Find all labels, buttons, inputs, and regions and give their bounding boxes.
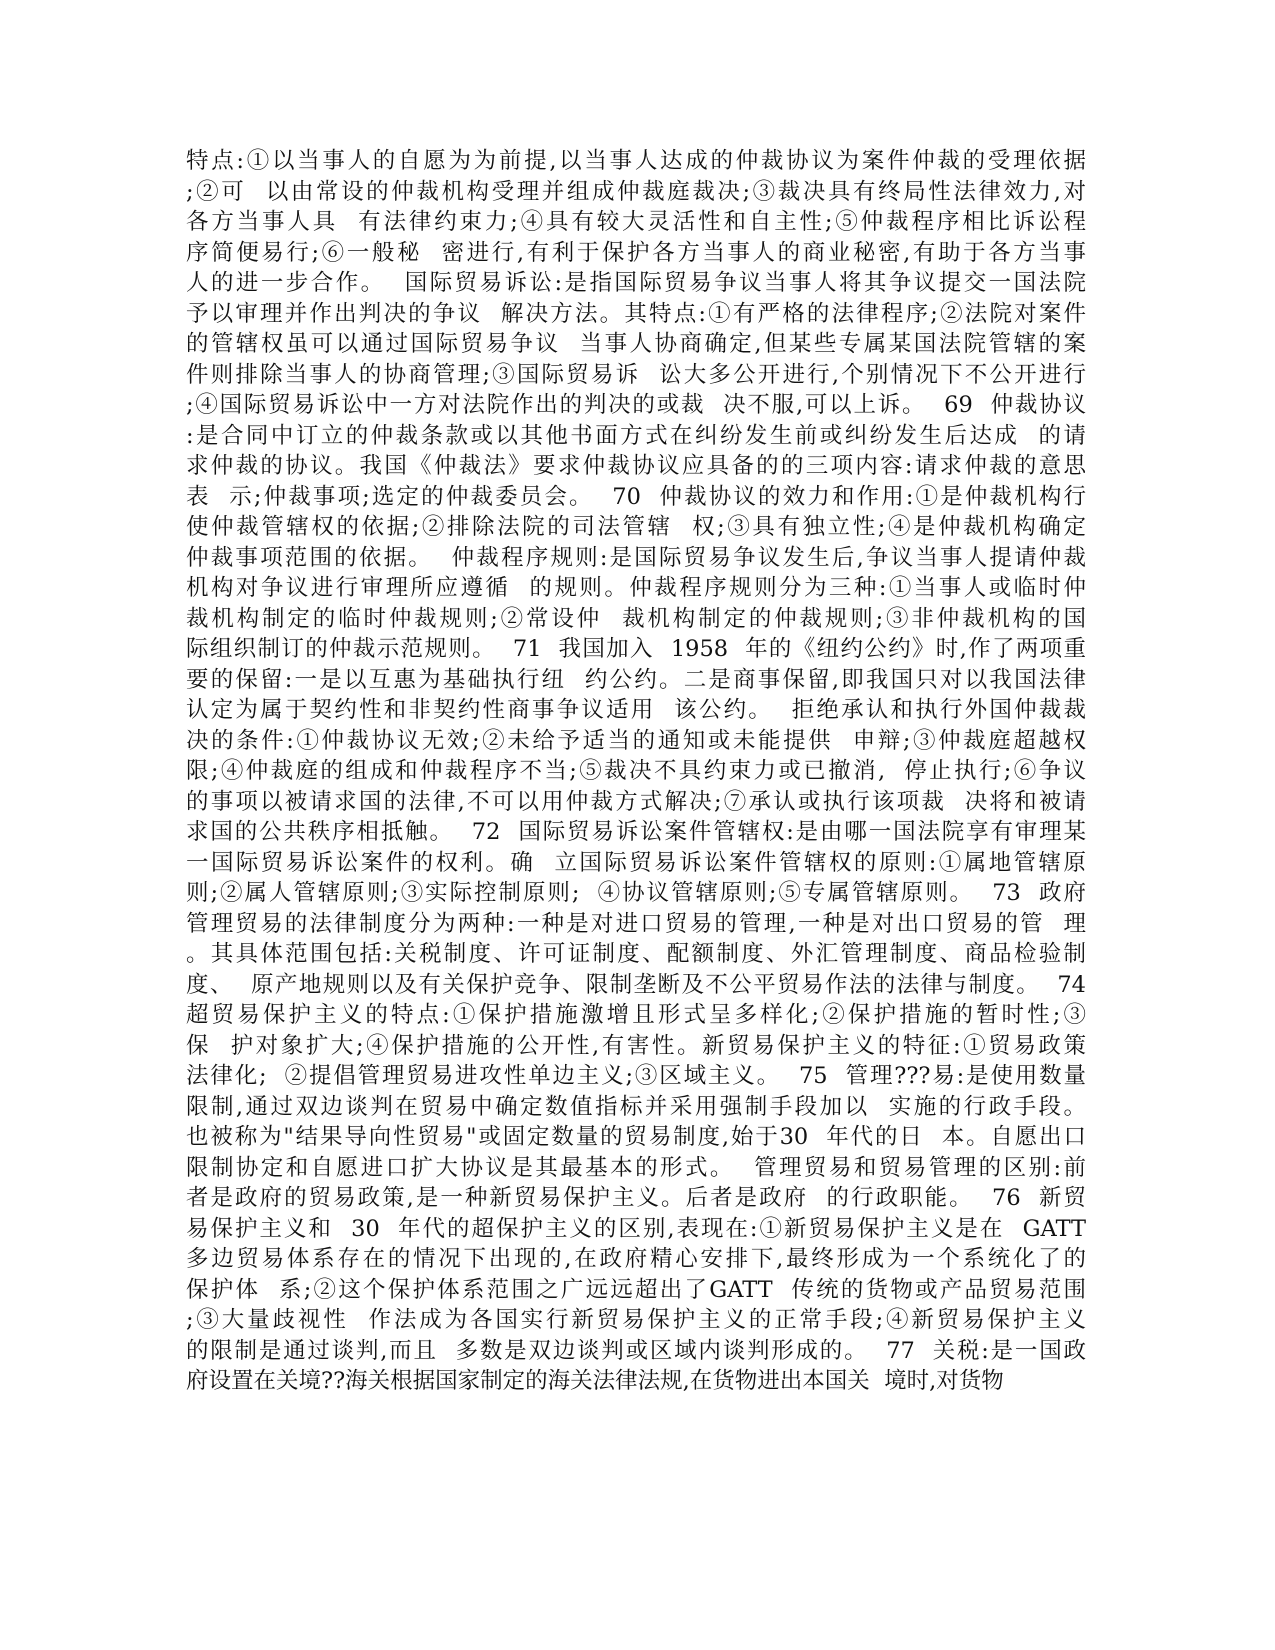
text-line: 的事项以被请求国的法律,不可以用仲裁方式解决;⑦承认或执行该项裁 决将和被请 xyxy=(186,788,1086,815)
text-line: 也被称为"结果导向性贸易"或固定数量的贸易制度,始于30 年代的日 本。自愿出口 xyxy=(186,1124,1086,1150)
text-line: 限;④仲裁庭的组成和仲裁程序不当;⑤裁决不具约束力或已撤消, 停止执行;⑥争议 xyxy=(186,758,1086,784)
text-line: 则;②属人管辖原则;③实际控制原则; ④协议管辖原则;⑤专属管辖原则。 73 政府 xyxy=(186,880,1086,906)
text-line: ;②可 以由常设的仲裁机构受理并组成仲裁庭裁决;③裁决具有终局性法律效力,对 xyxy=(186,178,1086,205)
text-line: 人的进一步合作。 国际贸易诉讼:是指国际贸易争议当事人将其争议提交一国法院 xyxy=(186,270,1086,296)
text-line: 予以审理并作出判决的争议 解决方法。其特点:①有严格的法律程序;②法院对案件 xyxy=(186,300,1086,327)
text-line: 决的条件:①仲裁协议无效;②未给予适当的通知或未能提供 申辩;③仲裁庭超越权 xyxy=(186,727,1086,754)
text-line: 的管辖权虽可以通过国际贸易争议 当事人协商确定,但某些专属某国法院管辖的案 xyxy=(186,331,1086,357)
text-line: 仲裁事项范围的依据。 仲裁程序规则:是国际贸易争议发生后,争议当事人提请仲裁 xyxy=(186,544,1086,571)
text-line: 际组织制订的仲裁示范规则。 71 我国加入 1958 年的《纽约公约》时,作了两项重 xyxy=(186,636,1086,662)
text-line: 件则排除当事人的协商管理;③国际贸易诉 讼大多公开进行,个别情况下不公开进行 xyxy=(186,361,1086,388)
text-line: 裁机构制定的临时仲裁规则;②常设仲 裁机构制定的仲裁规则;③非仲裁机构的国 xyxy=(186,605,1086,632)
text-line: 的限制是通过谈判,而且 多数是双边谈判或区域内谈判形成的。 77 关税:是一国政 xyxy=(186,1337,1086,1364)
text-line: 一国际贸易诉讼案件的权利。确 立国际贸易诉讼案件管辖权的原则:①属地管辖原 xyxy=(186,849,1086,876)
text-line: 易保护主义和 30 年代的超保护主义的区别,表现在:①新贸易保护主义是在 GATT xyxy=(186,1215,1086,1242)
text-line: 使仲裁管辖权的依据;②排除法院的司法管辖 权;③具有独立性;④是仲裁机构确定 xyxy=(186,514,1086,540)
text-line: 超贸易保护主义的特点:①保护措施激增且形式呈多样化;②保护措施的暂时性;③ xyxy=(186,1002,1086,1028)
text-line: 。其具体范围包括:关税制度、许可证制度、配额制度、外汇管理制度、商品检验制 xyxy=(186,941,1086,967)
text-line: 限制,通过双边谈判在贸易中确定数值指标并采用强制手段加以 实施的行政手段。 xyxy=(186,1093,1086,1120)
text-line: 法律化; ②提倡管理贸易进攻性单边主义;③区域主义。 75 管理???易:是使用数量 xyxy=(186,1063,1086,1089)
text-line: 各方当事人具 有法律约束力;④具有较大灵活性和自主性;⑤仲裁程序相比诉讼程 xyxy=(186,209,1086,235)
text-line: 求仲裁的协议。我国《仲裁法》要求仲裁协议应具备的的三项内容:请求仲裁的意思 xyxy=(186,453,1086,479)
text-line: 多边贸易体系存在的情况下出现的,在政府精心安排下,最终形成为一个系统化了的 xyxy=(186,1246,1086,1272)
text-line: 者是政府的贸易政策,是一种新贸易保护主义。后者是政府 的行政职能。 76 新贸 xyxy=(186,1185,1086,1211)
body-text xyxy=(186,146,1086,1397)
text-line: :是合同中订立的仲裁条款或以其他书面方式在纠纷发生前或纠纷发生后达成 的请 xyxy=(186,422,1086,449)
text-line: 特点:①以当事人的自愿为为前提,以当事人达成的仲裁协议为案件仲裁的受理依据 xyxy=(186,148,1086,174)
text-line: ;④国际贸易诉讼中一方对法院作出的判决的或裁 决不服,可以上诉。 69 仲裁协议 xyxy=(186,392,1086,418)
text-line: 限制协定和自愿进口扩大协议是其最基本的形式。 管理贸易和贸易管理的区别:前 xyxy=(186,1154,1086,1181)
text-line: ;③大量歧视性 作法成为各国实行新贸易保护主义的正常手段;④新贸易保护主义 xyxy=(186,1307,1086,1333)
text-line: 保护体 系;②这个保护体系范围之广远远超出了GATT 传统的货物或产品贸易范围 xyxy=(186,1276,1086,1303)
text-line: 表 示;仲裁事项;选定的仲裁委员会。 70 仲裁协议的效力和作用:①是仲裁机构行 xyxy=(186,483,1086,510)
text-line: 序简便易行;⑥一般秘 密进行,有利于保护各方当事人的商业秘密,有助于各方当事 xyxy=(186,239,1086,266)
text-line: 认定为属于契约性和非契约性商事争议适用 该公约。 拒绝承认和执行外国仲裁裁 xyxy=(186,697,1086,723)
text-line: 度、 原产地规则以及有关保护竞争、限制垄断及不公平贸易作法的法律与制度。 74 xyxy=(186,971,1086,998)
text-line: 府设置在关境??海关根据国家制定的海关法律法规,在货物进出本国关 境时,对货物 xyxy=(186,1368,1004,1394)
text-line: 保 护对象扩大;④保护措施的公开性,有害性。新贸易保护主义的特征:①贸易政策 xyxy=(186,1032,1086,1059)
text-line: 机构对争议进行审理所应遵循 的规则。仲裁程序规则分为三种:①当事人或临时仲 xyxy=(186,575,1086,601)
text-line: 求国的公共秩序相抵触。 72 国际贸易诉讼案件管辖权:是由哪一国法院享有审理某 xyxy=(186,819,1086,845)
text-line: 要的保留:一是以互惠为基础执行纽 约公约。二是商事保留,即我国只对以我国法律 xyxy=(186,666,1086,693)
text-line: 管理贸易的法律制度分为两种:一种是对进口贸易的管理,一种是对出口贸易的管 理 xyxy=(186,910,1086,937)
